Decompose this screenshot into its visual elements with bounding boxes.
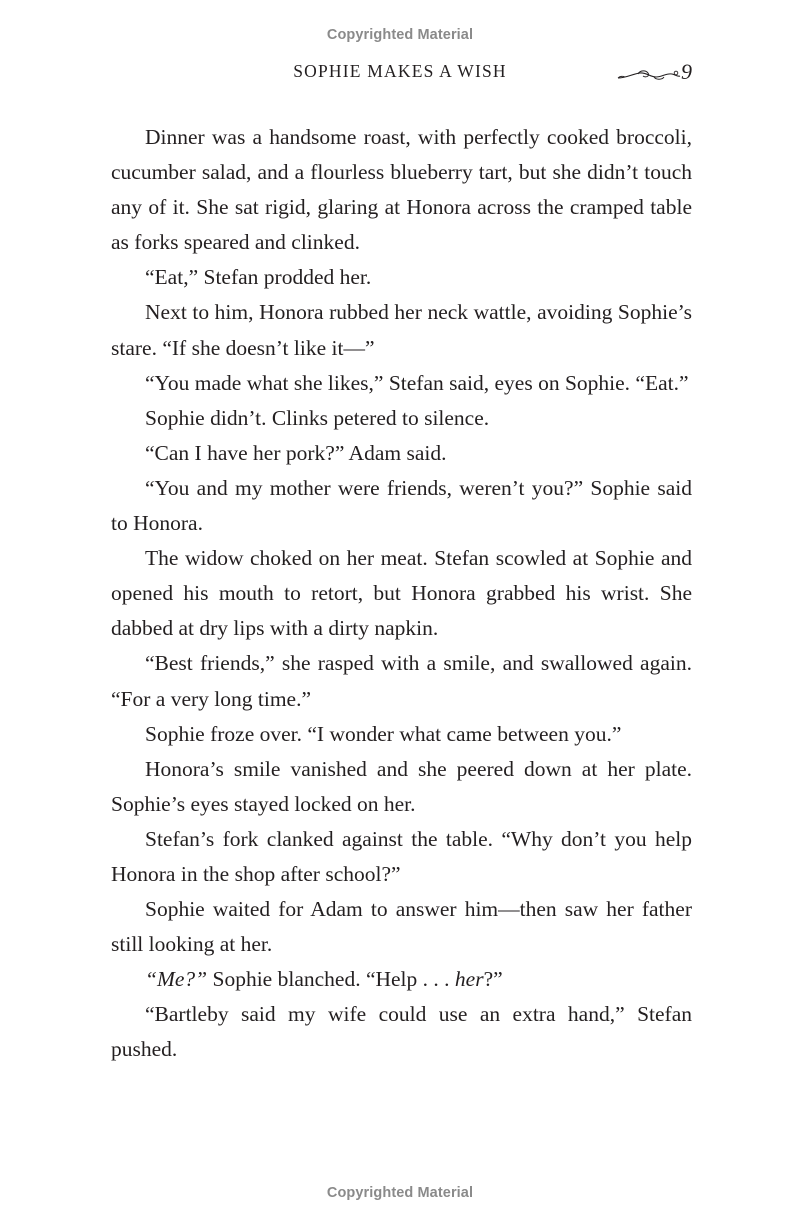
- paragraph: Stefan’s fork clanked against the table. “Why don’t you help Honora in the shop after school?”: [111, 826, 692, 886]
- paragraph: “Eat,” Stefan prodded her.: [145, 265, 372, 290]
- flourish-ornament-icon: [616, 65, 682, 85]
- paragraph: Sophie froze over. “I wonder what came between you.”: [145, 721, 622, 746]
- running-title: SOPHIE MAKES A WISH: [293, 61, 507, 81]
- paragraph: “Bartleby said my wife could use an extra hand,” Stefan pushed.: [111, 1002, 692, 1062]
- italic-text: her: [454, 967, 484, 992]
- paragraph-text: ?”: [483, 967, 503, 992]
- body-text: [111, 120, 692, 1068]
- paragraph: “Best friends,” she rasped with a smile, and swallowed again. “For a very long time.”: [111, 651, 692, 711]
- paragraph: Honora’s smile vanished and she peered down at her plate. Sophie’s eyes stayed locked on her.: [111, 756, 692, 816]
- page-number: 9: [681, 59, 692, 84]
- italic-text: “Me?”: [145, 967, 208, 992]
- paragraph: Sophie didn’t. Clinks petered to silence.: [145, 405, 490, 430]
- paragraph: Next to him, Honora rubbed her neck wattle, avoiding Sophie’s stare. “If she doesn’t like it—”: [111, 300, 692, 360]
- paragraph: “You made what she likes,” Stefan said, eyes on Sophie. “Eat.”: [145, 370, 689, 395]
- copyright-watermark-top: Copyrighted Material: [326, 27, 474, 43]
- paragraph: “You and my mother were friends, weren’t you?” Sophie said to Honora.: [111, 475, 692, 536]
- paragraph: [111, 962, 692, 997]
- paragraph: Sophie waited for Adam to answer him—then saw her father still looking at her.: [111, 897, 692, 957]
- paragraph: “Can I have her pork?” Adam said.: [145, 440, 447, 465]
- running-header: [0, 59, 800, 89]
- paragraph: The widow choked on her meat. Stefan scowled at Sophie and opened his mouth to retort, but Honora grabbed his wrist. She dabbed at dry lips with a dirty napkin.: [111, 546, 692, 641]
- paragraph-text: Sophie blanched. “Help . . .: [207, 967, 455, 992]
- copyright-watermark-bottom: Copyrighted Material: [326, 1185, 474, 1201]
- paragraph: Dinner was a handsome roast, with perfectly cooked broccoli, cucumber salad, and a flourless blueberry tart, but she didn’t touch any of it. She sat rigid, glaring at Honora across the cramped table as forks speared and clinked.: [111, 125, 692, 255]
